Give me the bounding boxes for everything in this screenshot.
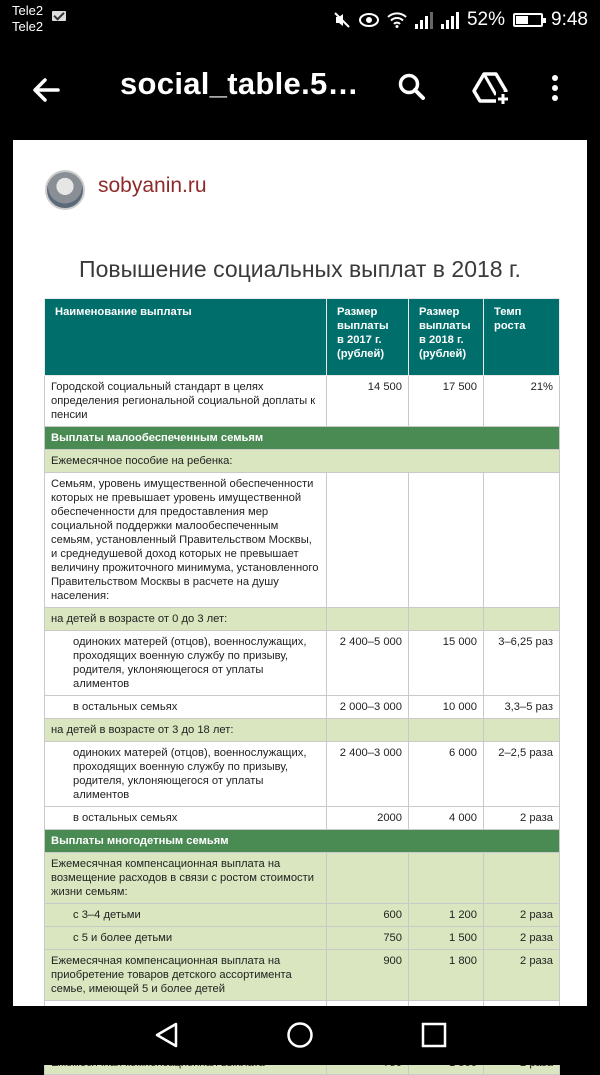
document-heading: Повышение социальных выплат в 2018 г. [79,256,521,282]
value-2017: 2 400–3 000 [327,742,409,807]
document-page[interactable] [13,140,587,1006]
table-row [45,608,560,631]
value-2017: 750 [327,927,409,950]
home-circle-icon[interactable] [285,1020,315,1050]
growth-rate: 2 раза [484,807,560,830]
section-title: Выплаты многодетным семьям [45,830,560,853]
payment-name: с 3–4 детьми [45,904,327,927]
value-2017: 2 000–3 000 [327,696,409,719]
value-2018: 1 200 [409,904,484,927]
payment-name: Городской социальный стандарт в целях определения региональной социальной доплаты к пенсии [45,376,327,427]
growth-rate: 2 раза [484,950,560,1001]
payment-name: в остальных семьях [45,696,327,719]
back-triangle-icon[interactable] [152,1020,182,1050]
growth-rate: 3,3–5 раз [484,696,560,719]
wifi-icon [387,12,407,28]
value-2017: 600 [327,904,409,927]
table-row [45,427,560,450]
payment-name: одиноких матерей (отцов), военнослужащих, проходящих военную службу по призыву, родителя, уклоняющегося от уплаты алиментов [45,742,327,807]
mail-icon [52,11,66,21]
value-2018: 1 800 [409,950,484,1001]
payment-name: с 5 и более детьми [45,927,327,950]
battery-percent: 52% [466,9,506,30]
empty-cell [409,719,484,742]
file-title: social_table.5… [120,66,359,101]
value-2018: 17 500 [409,376,484,427]
table-row [45,631,560,696]
payment-name: одиноких матерей (отцов), военнослужащих, проходящих военную службу по призыву, родителя, уклоняющегося от уплаты алиментов [45,631,327,696]
recents-square-icon[interactable] [419,1020,449,1050]
value-2018: 4 000 [409,807,484,830]
header-name: Наименование выплаты [45,299,327,376]
table-row [45,450,560,473]
payments-table [44,298,560,1075]
table-row [45,696,560,719]
growth-rate: 2 раза [484,904,560,927]
status-icons [333,8,588,32]
header-growth: Темп роста [484,299,560,376]
carrier-2: Tele2 [12,19,44,34]
table-row [45,719,560,742]
value-2018: 15 000 [409,631,484,696]
drive-add-icon[interactable] [470,68,510,108]
mute-icon [333,11,351,29]
table-row [45,904,560,927]
table-row [45,473,560,608]
back-arrow-icon[interactable] [28,72,64,108]
empty-cell [327,608,409,631]
value-2017: 2000 [327,807,409,830]
growth-rate: 21% [484,376,560,427]
payment-name: Ежемесячная компенсационная выплата на приобретение товаров детского ассортимента семье, имеющей 5 и более детей [45,950,327,1001]
table-row [45,853,560,904]
subsection-title: Ежемесячное пособие на ребенка: [45,450,560,473]
eye-icon [359,12,379,28]
growth-rate: 2 раза [484,927,560,950]
value-2017 [327,473,409,608]
empty-cell [327,719,409,742]
payment-name: Ежемесячная компенсационная выплата на возмещение расходов в связи с ростом стоимости жизни семьям: [45,853,327,904]
value-2017: 900 [327,950,409,1001]
signal-icon-2 [441,11,459,29]
table-header-row [45,299,560,376]
header-2018: Размер выплаты в 2018 г. (рублей) [409,299,484,376]
empty-cell [484,608,560,631]
battery-icon [513,13,543,27]
table-row [45,376,560,427]
payment-name: в остальных семьях [45,807,327,830]
value-2018 [409,473,484,608]
table-row [45,830,560,853]
carrier-1: Tele2 [12,3,44,18]
empty-cell [484,719,560,742]
more-vert-icon[interactable] [545,68,565,108]
value-2018: 10 000 [409,696,484,719]
value-2018: 1 500 [409,927,484,950]
table-row [45,807,560,830]
section-title: Выплаты малообеспеченным семьям [45,427,560,450]
status-bar [0,0,600,40]
site-name: sobyanin.ru [98,174,207,197]
table-row [45,950,560,1001]
growth-rate: 3–6,25 раз [484,631,560,696]
value-2018: 6 000 [409,742,484,807]
value-2017: 14 500 [327,376,409,427]
value-2017 [327,853,409,904]
avatar [45,170,85,210]
growth-rate: 2–2,5 раза [484,742,560,807]
value-2018 [409,853,484,904]
search-icon[interactable] [392,68,432,108]
navigation-bar [0,1006,600,1065]
signal-icon-1 [415,11,433,29]
payment-name: Семьям, уровень имущественной обеспеченности которых не превышает уровень имущественной обеспеченности для предоставления мер социальной поддержки малообеспеченным семьям, установленный Правительством Москвы, и среднедушевой доход которых не превышает величину прожиточного минимума, установленного Правительством Москвы в расчете на душу населения: [45,473,327,608]
app-bar [0,40,600,140]
growth-rate [484,853,560,904]
clock: 9:48 [551,9,588,30]
value-2017: 2 400–5 000 [327,631,409,696]
empty-cell [409,608,484,631]
table-row [45,927,560,950]
header-2017: Размер выплаты в 2017 г. (рублей) [327,299,409,376]
age-group-label: на детей в возрасте от 0 до 3 лет: [45,608,327,631]
age-group-label: на детей в возрасте от 3 до 18 лет: [45,719,327,742]
growth-rate [484,473,560,608]
table-row [45,742,560,807]
